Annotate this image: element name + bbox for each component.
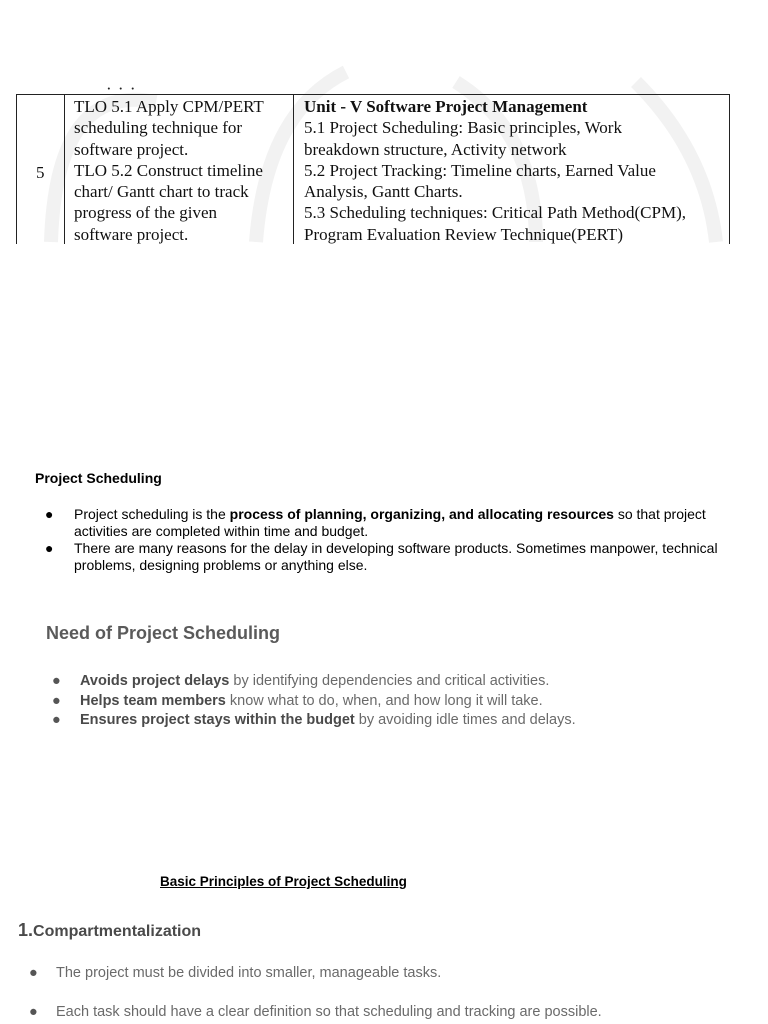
project-scheduling-list bbox=[45, 506, 725, 574]
bullet-icon: ● bbox=[45, 506, 54, 522]
syllabus-table bbox=[16, 79, 730, 244]
list-item bbox=[52, 672, 732, 692]
tlo-line: chart/ Gantt chart to track bbox=[74, 182, 249, 202]
item-text: know what to do, when, and how long it will take. bbox=[225, 692, 543, 709]
bullet-icon: ● bbox=[52, 692, 61, 709]
item-text: Project scheduling is the bbox=[74, 506, 230, 522]
item-text: by identifying dependencies and critical activities. bbox=[229, 673, 550, 689]
need-heading: Need of Project Scheduling bbox=[46, 623, 281, 643]
list-item bbox=[45, 540, 725, 574]
bullet-icon: ● bbox=[52, 712, 61, 728]
item-emphasis: process of planning, organizing, and allocating resources bbox=[229, 506, 614, 522]
tlo-line: progress of the given bbox=[74, 203, 218, 223]
compartmentalization-heading bbox=[18, 920, 201, 941]
item-text: The project must be divided into smaller, manageable tasks. bbox=[56, 965, 442, 981]
list-item bbox=[52, 711, 732, 731]
item-text: so that project activities are completed within time and budget. bbox=[74, 506, 706, 539]
content-line: breakdown structure, Activity network bbox=[304, 139, 567, 159]
tlo-line: software project. bbox=[74, 139, 189, 159]
tlo-line: TLO 5.1 Apply CPM/PERT bbox=[74, 97, 264, 116]
clipped-row-text: · · · bbox=[106, 79, 137, 98]
bullet-icon: ● bbox=[45, 540, 54, 556]
item-text: by avoiding idle times and delays. bbox=[354, 712, 576, 728]
tlo-cell bbox=[74, 96, 294, 245]
compartmentalization-list bbox=[29, 963, 729, 1022]
content-line: 5.1 Project Scheduling: Basic principles, Work bbox=[304, 118, 622, 138]
tlo-line: software project. bbox=[74, 224, 189, 244]
need-list bbox=[52, 672, 732, 731]
unit-number: 5 bbox=[36, 163, 45, 182]
list-item bbox=[45, 506, 725, 540]
section-number: 1. bbox=[18, 920, 34, 940]
content-line: Analysis, Gantt Charts. bbox=[304, 182, 463, 202]
list-item bbox=[52, 692, 732, 712]
table-right-border bbox=[729, 94, 730, 244]
content-line: Program Evaluation Review Technique(PERT) bbox=[304, 224, 623, 244]
item-text: Each task should have a clear definition so that scheduling and tracking are possible. bbox=[56, 1004, 602, 1020]
item-emphasis: Ensures project stays within the budget bbox=[80, 712, 355, 728]
table-left-border bbox=[16, 94, 17, 244]
tlo-line: scheduling technique for bbox=[74, 118, 243, 138]
bullet-icon: ● bbox=[29, 965, 38, 981]
item-text: There are many reasons for the delay in developing software products. Sometimes manpower, technical problems, designing problems or anything else. bbox=[74, 540, 718, 573]
content-line: 5.3 Scheduling techniques: Critical Path Method(CPM), bbox=[304, 203, 686, 223]
list-item bbox=[29, 1002, 729, 1022]
content-line: 5.2 Project Tracking: Timeline charts, Earned Value bbox=[304, 160, 656, 180]
project-scheduling-heading: Project Scheduling bbox=[35, 470, 162, 486]
tlo-line: TLO 5.2 Construct timeline bbox=[74, 160, 263, 180]
bullet-icon: ● bbox=[52, 673, 61, 689]
content-cell bbox=[304, 96, 728, 245]
section-title: Compartmentalization bbox=[33, 923, 202, 940]
unit-title: Unit - V Software Project Management bbox=[304, 97, 588, 116]
basic-principles-heading: Basic Principles of Project Scheduling bbox=[160, 874, 407, 889]
bullet-icon: ● bbox=[29, 1004, 38, 1020]
item-emphasis: Helps team members bbox=[80, 692, 226, 709]
list-item bbox=[29, 963, 729, 983]
table-column-divider bbox=[64, 94, 65, 244]
item-emphasis: Avoids project delays bbox=[80, 673, 230, 689]
